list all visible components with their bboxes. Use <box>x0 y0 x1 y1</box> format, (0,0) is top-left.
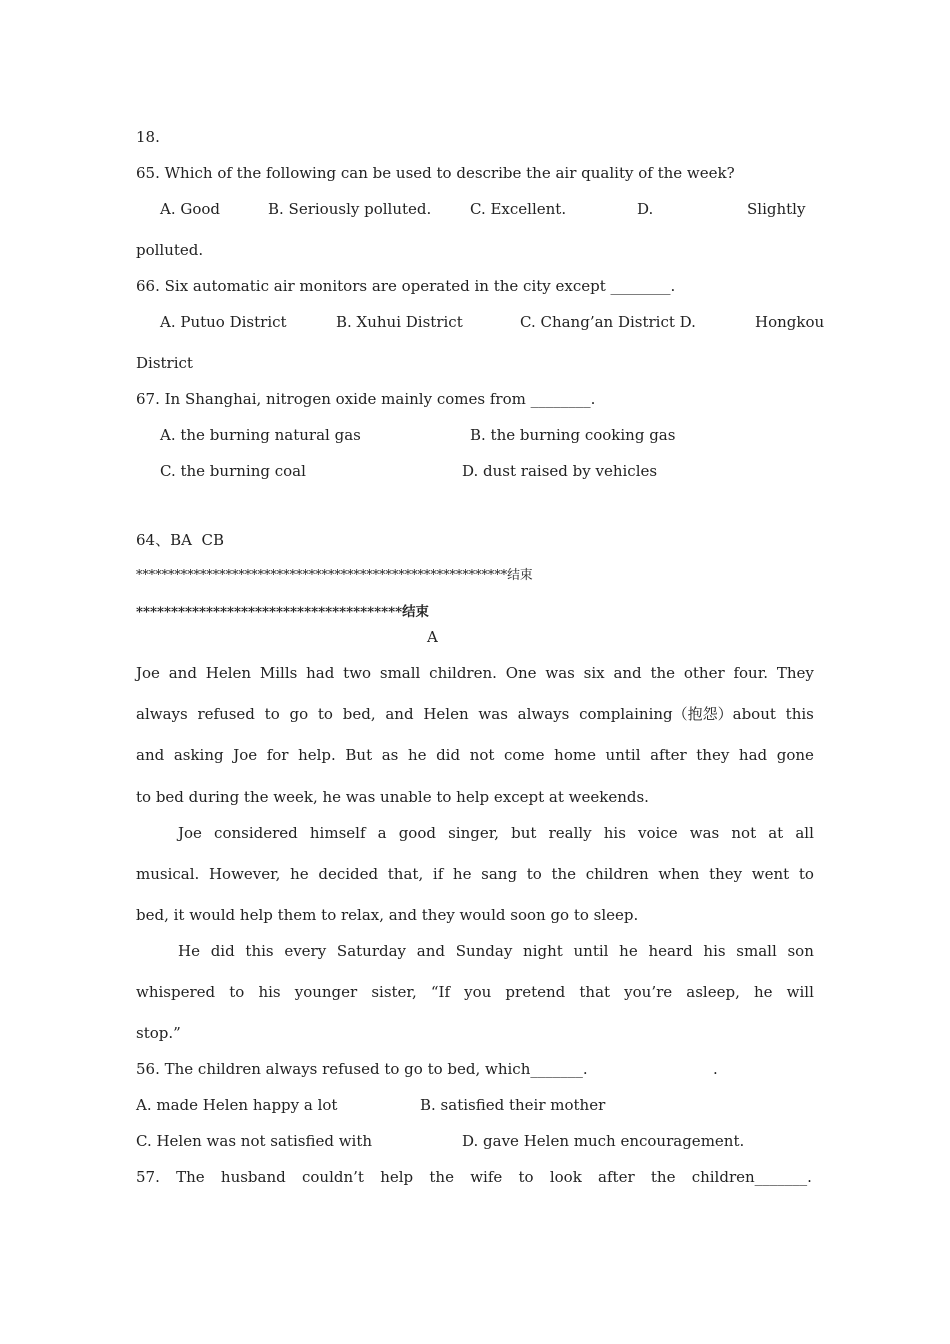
word: children <box>585 865 649 883</box>
word: whispered <box>136 983 216 1001</box>
word: the <box>429 1168 454 1186</box>
word: asleep, <box>686 983 740 1001</box>
word: not <box>469 746 495 764</box>
word: six <box>583 664 605 682</box>
word: had <box>306 664 335 682</box>
word: his <box>258 983 281 1001</box>
word: pretend <box>505 983 566 1001</box>
word: to <box>518 1168 534 1186</box>
question-67-option-b: B. the burning cooking gas <box>470 426 676 444</box>
question-65-option-b: B. Seriously polluted. <box>268 200 432 218</box>
word: younger <box>294 983 358 1001</box>
word: all <box>795 824 814 842</box>
paragraph-2-line-2 <box>136 864 814 884</box>
question-67-option-d: D. dust raised by vehicles <box>462 462 658 480</box>
word: and <box>613 664 642 682</box>
word: until <box>573 942 609 960</box>
question-56-trailing-dot: . <box>713 1060 718 1078</box>
word: not <box>731 824 757 842</box>
question-66-stem: 66. Six automatic air monitors are operated in the city except ________. <box>136 277 676 295</box>
word: when <box>658 865 700 883</box>
word: and <box>416 942 445 960</box>
word: he <box>753 983 773 1001</box>
word: had <box>738 746 768 764</box>
question-56-option-b: B. satisfied their mother <box>420 1096 606 1114</box>
word: to <box>264 705 280 723</box>
word: good <box>398 824 436 842</box>
word: small <box>379 664 421 682</box>
word: musical. <box>136 865 200 883</box>
word: you <box>464 983 492 1001</box>
word: to <box>229 983 245 1001</box>
question-66-option-d-text: Hongkou <box>755 313 825 331</box>
word: He <box>178 942 200 960</box>
word: look <box>549 1168 582 1186</box>
question-66-option-c-d: C. Chang’an District D. <box>520 313 696 331</box>
word: Helen <box>423 705 469 723</box>
question-65-option-d-continued: polluted. <box>136 241 204 259</box>
word: Joe <box>233 746 258 764</box>
word: asking <box>173 746 224 764</box>
paragraph-1-line-3 <box>136 745 814 765</box>
question-65-stem: 65. Which of the following can be used to describe the air quality of the week? <box>136 164 735 182</box>
word: heard <box>648 942 693 960</box>
word: decided <box>318 865 379 883</box>
word: after <box>598 1168 635 1186</box>
word: Sunday <box>455 942 513 960</box>
question-65-option-d-text: Slightly <box>747 200 806 218</box>
word: One <box>505 664 537 682</box>
word: and <box>136 746 165 764</box>
word: voice <box>638 824 678 842</box>
question-56-option-d: D. gave Helen much encouragement. <box>462 1132 745 1150</box>
word: but <box>511 824 537 842</box>
word: they <box>709 865 743 883</box>
word: will <box>786 983 814 1001</box>
paragraph-3-line-3: stop.” <box>136 1024 181 1042</box>
question-57-stem <box>136 1167 812 1187</box>
word: “If <box>430 983 450 1001</box>
word: always <box>517 705 570 723</box>
end-separator-line: **********************************************************结束 <box>136 568 533 583</box>
word: he <box>619 942 638 960</box>
word: But <box>345 746 373 764</box>
paragraph-2-line-3: bed, it would help them to relax, and they would soon go to sleep. <box>136 906 639 924</box>
word: 57. <box>136 1168 160 1186</box>
previous-answer-number: 18. <box>136 128 160 146</box>
word: gone <box>776 746 814 764</box>
word: to <box>798 865 814 883</box>
word: The <box>176 1168 205 1186</box>
word: sang <box>481 865 518 883</box>
question-65-option-a: A. Good <box>160 200 221 218</box>
paragraph-3-line-1 <box>178 941 814 961</box>
word: Joe <box>178 824 202 842</box>
word: go <box>289 705 309 723</box>
word: refused <box>197 705 255 723</box>
word: children_______. <box>691 1168 812 1186</box>
word: and <box>168 664 197 682</box>
word: Saturday <box>336 942 407 960</box>
word: was <box>689 824 720 842</box>
word: However, <box>208 865 281 883</box>
paragraph-1-line-1 <box>136 663 814 683</box>
question-66-option-b: B. Xuhui District <box>336 313 463 331</box>
word: two <box>343 664 372 682</box>
word: as <box>381 746 399 764</box>
word: you’re <box>624 983 673 1001</box>
word: always <box>136 705 188 723</box>
word: home <box>554 746 596 764</box>
word: did <box>436 746 461 764</box>
word: his <box>603 824 626 842</box>
passage-title: A <box>427 628 438 646</box>
word: son <box>787 942 814 960</box>
word: and <box>385 705 414 723</box>
word: to <box>526 865 542 883</box>
word: children. <box>429 664 497 682</box>
end-separator-line-bold: **************************************结束 <box>136 604 429 620</box>
paragraph-1-line-2 <box>136 704 814 724</box>
word: this <box>785 705 814 723</box>
word: after <box>650 746 687 764</box>
word: the <box>650 664 676 682</box>
word: Joe <box>136 664 160 682</box>
question-67-option-c: C. the burning coal <box>160 462 306 480</box>
word: that <box>579 983 611 1001</box>
word: They <box>776 664 814 682</box>
question-66-option-a: A. Putuo District <box>160 313 287 331</box>
word: he <box>407 746 427 764</box>
word: help <box>380 1168 414 1186</box>
word: help. <box>298 746 336 764</box>
word: at <box>768 824 784 842</box>
word: the <box>650 1168 676 1186</box>
word: complaining（抱怨）about <box>579 705 776 723</box>
word: to <box>317 705 333 723</box>
word: a <box>377 824 387 842</box>
word: singer, <box>448 824 500 842</box>
word: four. <box>733 664 769 682</box>
paragraph-2-line-1 <box>178 823 814 843</box>
word: himself <box>309 824 366 842</box>
word: that, <box>387 865 424 883</box>
paragraph-3-line-2 <box>136 982 814 1002</box>
word: husband <box>220 1168 286 1186</box>
word: did <box>210 942 235 960</box>
question-56-stem: 56. The children always refused to go to bed, which_______. <box>136 1060 588 1078</box>
word: if <box>432 865 444 883</box>
word: Helen <box>205 664 252 682</box>
word: was <box>478 705 508 723</box>
word: sister, <box>371 983 417 1001</box>
word: small <box>736 942 777 960</box>
word: until <box>605 746 641 764</box>
word: Mills <box>259 664 298 682</box>
question-56-option-a: A. made Helen happy a lot <box>136 1096 338 1114</box>
question-65-option-d-label: D. <box>637 200 654 218</box>
word: this <box>245 942 274 960</box>
word: wife <box>470 1168 503 1186</box>
word: considered <box>214 824 298 842</box>
word: they <box>696 746 730 764</box>
word: night <box>523 942 563 960</box>
question-66-option-d-continued: District <box>136 354 193 372</box>
word: his <box>703 942 726 960</box>
word: couldn’t <box>301 1168 364 1186</box>
word: every <box>284 942 327 960</box>
word: the <box>551 865 577 883</box>
question-65-option-c: C. Excellent. <box>470 200 567 218</box>
word: other <box>683 664 725 682</box>
question-56-option-c: C. Helen was not satisfied with <box>136 1132 373 1150</box>
word: he <box>290 865 309 883</box>
paragraph-1-line-4: to bed during the week, he was unable to help except at weekends. <box>136 788 649 806</box>
question-67-option-a: A. the burning natural gas <box>160 426 361 444</box>
word: really <box>548 824 592 842</box>
word: bed, <box>342 705 376 723</box>
answer-key: 64、BA CB <box>136 531 224 549</box>
word: he <box>452 865 472 883</box>
word: come <box>504 746 545 764</box>
word: for <box>266 746 289 764</box>
word: was <box>545 664 575 682</box>
word: went <box>751 865 790 883</box>
question-67-stem: 67. In Shanghai, nitrogen oxide mainly comes from ________. <box>136 390 596 408</box>
